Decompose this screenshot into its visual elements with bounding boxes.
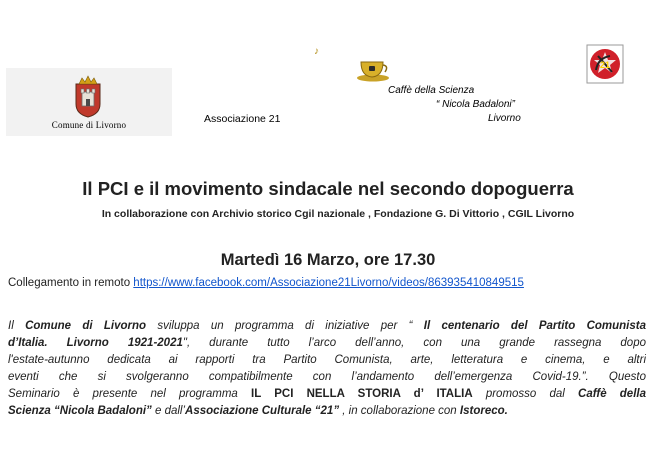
caffe-line-3: Livorno xyxy=(488,113,521,124)
paragraph-line-3 xyxy=(8,352,646,369)
remote-link-prefix: Collegamento in remoto xyxy=(8,277,134,289)
text-run: ", durante tutto l’arco dell’anno, con una grande rassegna dopo xyxy=(182,337,646,349)
caffe-line-2: “ Nicola Badaloni” xyxy=(436,99,515,110)
text-run: Istoreco. xyxy=(459,405,508,417)
text-run: Scienza “Nicola Badaloni” xyxy=(8,405,152,417)
paragraph-line-2 xyxy=(8,335,646,352)
text-run: promosso dal xyxy=(472,388,579,400)
livorno-crest-icon xyxy=(73,74,103,118)
pci-logo xyxy=(586,44,624,84)
caffe-della-scienza-label xyxy=(388,84,521,126)
text-run: sviluppa un programma di iniziative per “ xyxy=(146,320,424,332)
caffe-line-1: Caffè della Scienza xyxy=(388,85,475,96)
facebook-video-link[interactable]: https://www.facebook.com/Associazione21Livorno/videos/863935410849515 xyxy=(133,277,524,289)
pci-badge-text: 21 xyxy=(599,60,611,70)
text-run: Seminario è presente nel programma xyxy=(8,388,252,400)
text-run: Caffè della xyxy=(578,388,646,400)
text-run: Comune di Livorno xyxy=(25,320,147,332)
paragraph-line-6 xyxy=(8,403,646,420)
text-run: eventi che si svolgeranno compatibilmente con l’andamento dell’emergenza Covid-19.”. Questo xyxy=(8,371,646,383)
paragraph-line-4 xyxy=(8,369,646,386)
text-run: Il xyxy=(8,320,26,332)
remote-link-line xyxy=(8,277,524,289)
text-run: Associazione Culturale “21” xyxy=(185,405,340,417)
page-subtitle: In collaborazione con Archivio storico Cgil nazionale , Fondazione G. Di Vittorio , CGIL Livorno xyxy=(101,208,575,220)
decorative-note-icon: ♪ xyxy=(314,46,319,57)
paragraph-line-5 xyxy=(8,386,646,403)
text-run: d’Italia. Livorno 1921-2021 xyxy=(8,337,183,349)
associazione-label: Associazione 21 xyxy=(204,113,281,125)
pci-hammer-sickle-icon xyxy=(586,44,624,84)
comune-logo xyxy=(6,68,172,136)
event-date: Martedì 16 Marzo, ore 17.30 xyxy=(220,251,436,269)
text-run: IL PCI NELLA STORIA d’ ITALIA xyxy=(251,388,473,400)
text-run: Il centenario del Partito Comunista xyxy=(423,320,646,332)
text-run: e dall’ xyxy=(151,405,186,417)
teacup-icon xyxy=(355,58,391,82)
page-title: Il PCI e il movimento sindacale nel secondo dopoguerra xyxy=(82,178,574,199)
text-run: l'estate-autunno dedicata ai rapporti tra Partito Comunista, arte, letteratura e cinema, e altri xyxy=(8,354,646,366)
description-paragraph xyxy=(8,318,646,420)
text-run: , in collaborazione con xyxy=(339,405,460,417)
comune-name: Comune di Livorno xyxy=(51,120,127,130)
paragraph-line-1 xyxy=(8,318,646,335)
